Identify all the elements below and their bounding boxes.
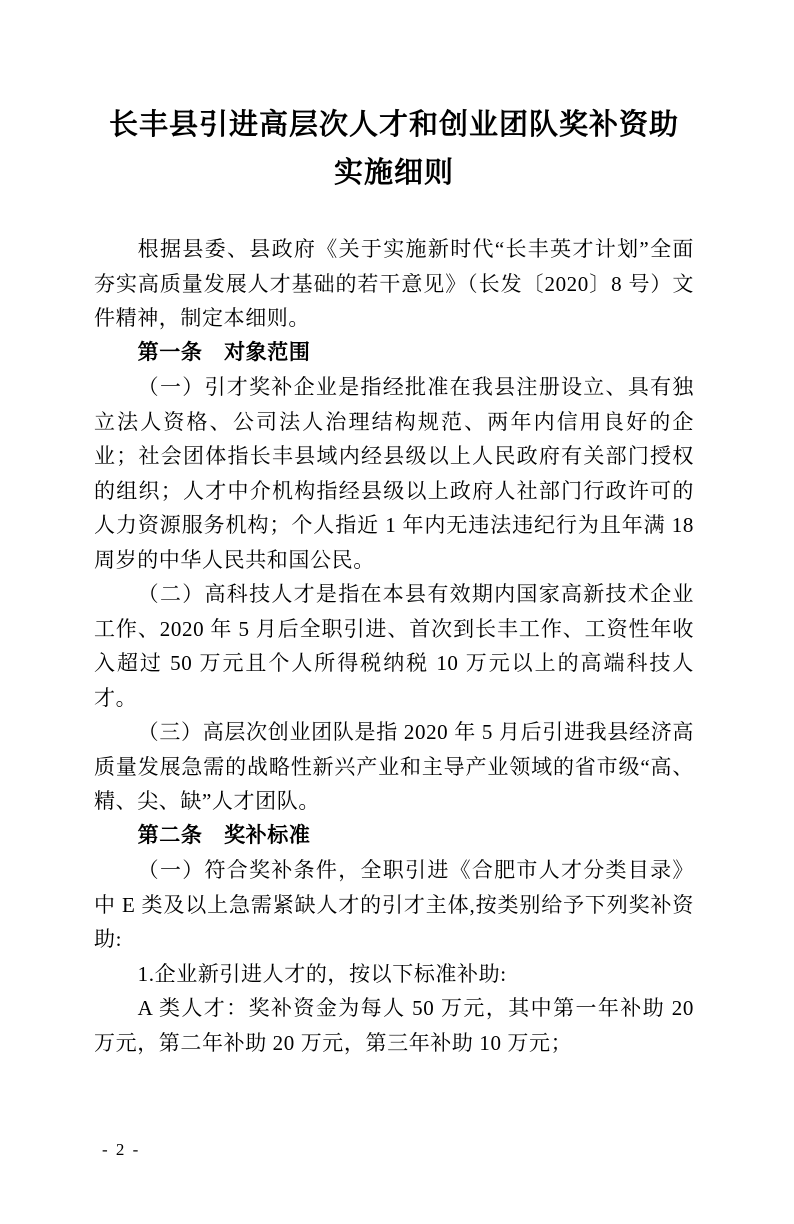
heading-article-1: 第一条 对象范围	[137, 340, 311, 364]
heading-article-2: 第二条 奖补标准	[137, 823, 311, 847]
paragraph-article2-sub1: 1.企业新引进人才的，按以下标准补助:	[137, 961, 507, 986]
paragraph-basis: 根据县委、县政府《关于实施新时代“长丰英才计划”全面夯实高质量发展人才基础的若干意见》（长发〔2020〕8 号）文件精神，制定本细则。	[94, 237, 694, 330]
document-body	[94, 232, 694, 1060]
title-line-2: 实施细则	[333, 157, 454, 189]
paragraph-class-a-talent: A 类人才：奖补资金为每人 50 万元，其中第一年补助 20 万元，第二年补助 20 万元，第三年补助 10 万元；	[94, 996, 694, 1055]
paragraph-article1-item1: （一）引才奖补企业是指经批准在我县注册设立、具有独立法人资格、公司法人治理结构规范、两年内信用良好的企业；社会团体指长丰县域内经县级以上人民政府有关部门授权的组织；人才中介机构指经县级以上政府人社部门行政许可的人力资源服务机构；个人指近 1 年内无违法违纪行为且年满 18 周岁的中华人民共和国公民。	[94, 375, 694, 572]
paragraph-article1-item3: （三）高层次创业团队是指 2020 年 5 月后引进我县经济高质量发展急需的战略性新兴产业和主导产业领域的省市级“高、精、尖、缺”人才团队。	[94, 720, 694, 813]
page-number: - 2 -	[102, 1140, 141, 1159]
document-title	[94, 101, 694, 197]
paragraph-article1-item2: （二）高科技人才是指在本县有效期内国家高新技术企业工作、2020 年 5 月后全职引进、首次到长丰工作、工资性年收入超过 50 万元且个人所得税纳税 10 万元以上的高端科技人才。	[94, 582, 694, 710]
document-page	[0, 101, 794, 1224]
title-line-1: 长丰县引进高层次人才和创业团队奖补资助	[108, 109, 679, 141]
paragraph-article2-item1: （一）符合奖补条件，全职引进《合肥市人才分类目录》中 E 类及以上急需紧缺人才的引才主体,按类别给予下列奖补资助:	[94, 858, 694, 951]
